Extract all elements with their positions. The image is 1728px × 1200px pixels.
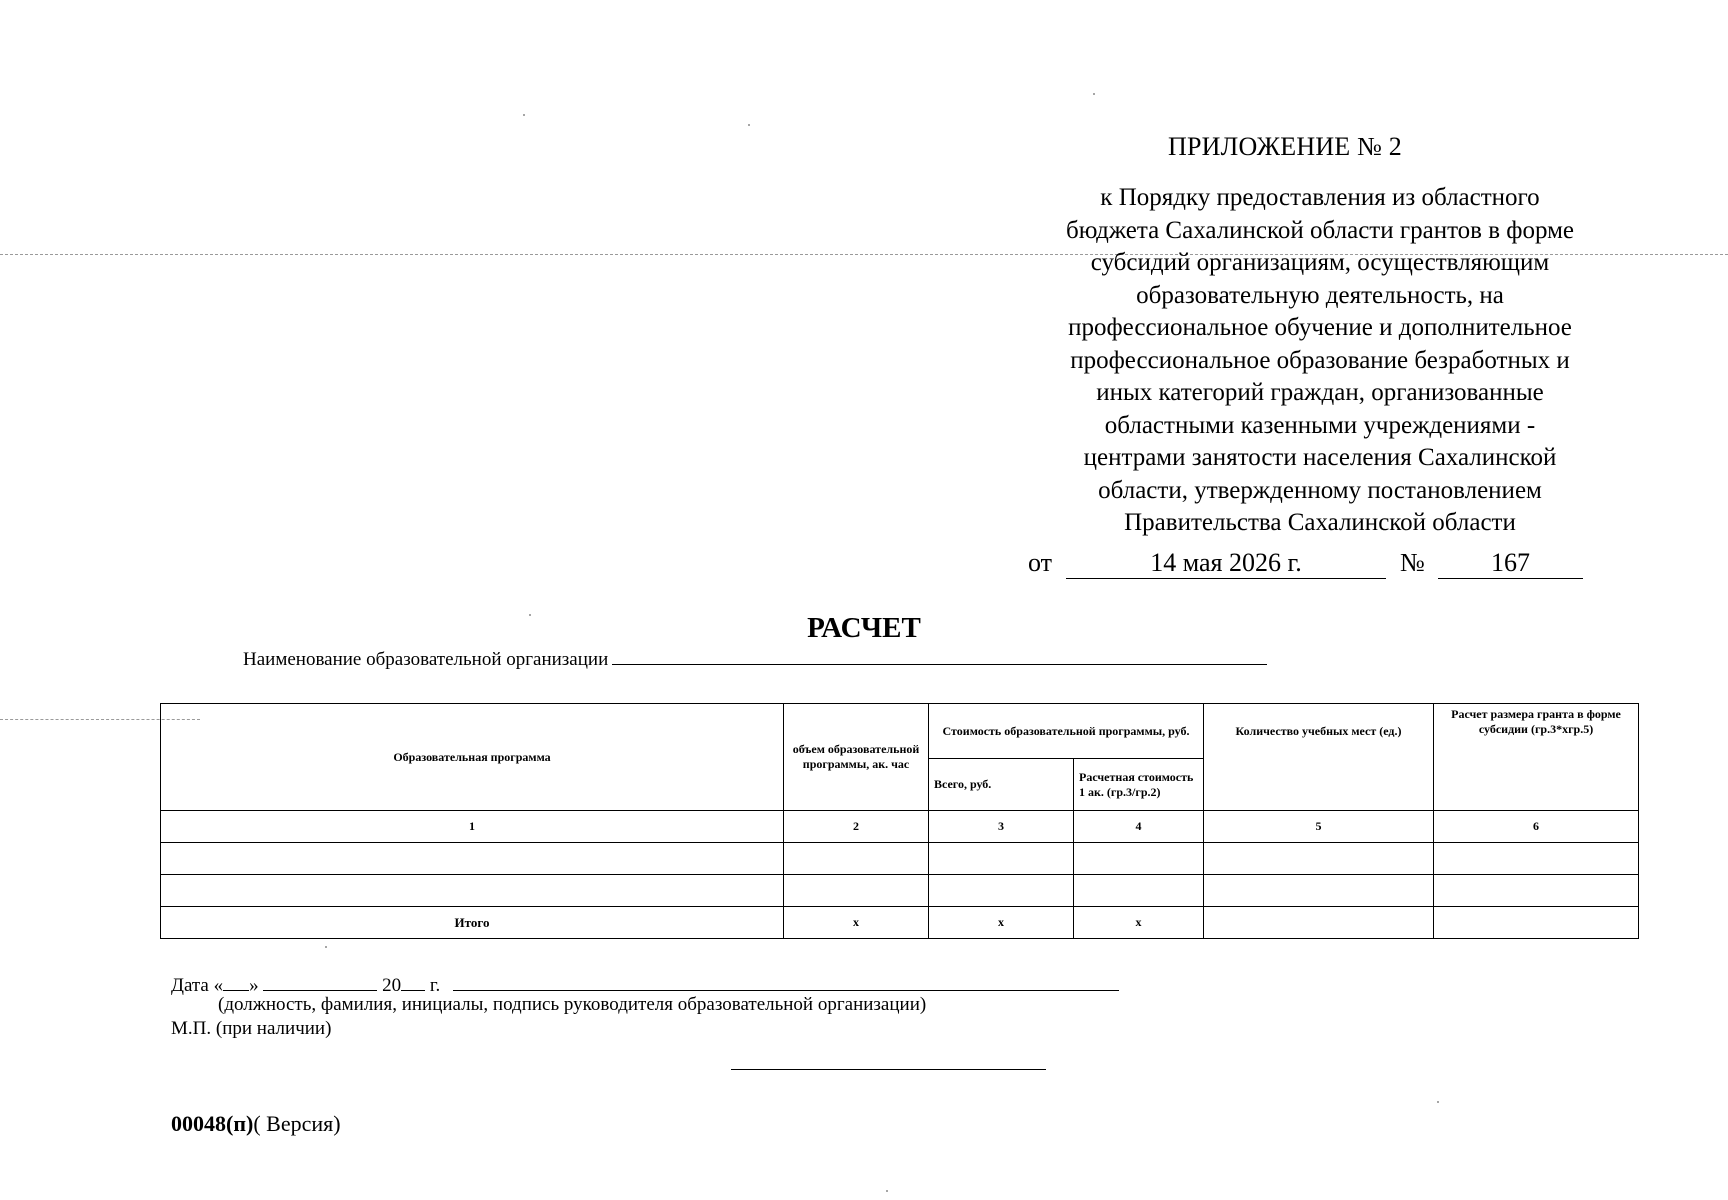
total-cell: x (784, 907, 929, 939)
calculation-table (160, 703, 1639, 939)
decree-date: 14 мая 2026 г. (1066, 548, 1386, 579)
table-cell[interactable] (161, 875, 784, 907)
appendix-line: области, утвержденному постановлением (1098, 476, 1542, 504)
column-number: 4 (1074, 811, 1204, 843)
column-number: 5 (1204, 811, 1434, 843)
appendix-line: образовательную деятельность, на (1136, 281, 1504, 309)
decree-number: 167 (1438, 548, 1583, 579)
table-cell[interactable] (161, 843, 784, 875)
date-year-prefix: 20 (382, 975, 402, 996)
date-year-suffix: г. (429, 975, 441, 996)
appendix-description (1010, 182, 1630, 540)
signature-caption: (должность, фамилия, инициалы, подпись руководителя образовательной организации) (218, 994, 927, 1015)
table-header-row (161, 704, 1639, 759)
total-cell[interactable] (1434, 907, 1639, 939)
scan-speck (1437, 1101, 1439, 1103)
table-cell[interactable] (1074, 875, 1204, 907)
column-number: 3 (929, 811, 1074, 843)
column-number: 2 (784, 811, 929, 843)
header-program: Образовательная программа (161, 704, 784, 811)
total-cell: x (929, 907, 1074, 939)
date-day-blank[interactable] (223, 972, 249, 991)
table-cell[interactable] (1434, 843, 1639, 875)
appendix-line: профессиональное образование безработных и (1070, 346, 1570, 374)
signature-blank[interactable] (453, 972, 1119, 991)
document-code: 00048(п) (171, 1111, 254, 1136)
total-cell: x (1074, 907, 1204, 939)
scan-speck (523, 114, 525, 116)
table-cell[interactable] (1074, 843, 1204, 875)
table-cell[interactable] (929, 843, 1074, 875)
header-cost-total: Всего, руб. (929, 759, 1074, 811)
appendix-line: к Порядку предоставления из областного (1100, 184, 1540, 211)
header-places: Количество учебных мест (ед.) (1204, 704, 1434, 811)
appendix-line: Правительства Сахалинской области (1124, 509, 1516, 536)
table-row (161, 843, 1639, 875)
table-cell[interactable] (1434, 875, 1639, 907)
stamp-label: М.П. (при наличии) (171, 1018, 332, 1039)
version-label: ( Версия) (253, 1111, 341, 1136)
document-title: РАСЧЕТ (807, 612, 921, 644)
appendix-line: областными казенными учреждениями - (1104, 411, 1536, 439)
total-row (161, 907, 1639, 939)
header-volume: объем образовательной программы, ак. час (784, 704, 929, 811)
decree-number-label: № (1400, 548, 1425, 577)
header-grant: Расчет размера гранта в форме субсидии (гр.3*хгр.5) (1434, 704, 1639, 811)
table-row (161, 875, 1639, 907)
column-number: 6 (1434, 811, 1639, 843)
organization-name-field (243, 646, 1267, 671)
appendix-line: центрами занятости населения Сахалинской (1083, 444, 1557, 471)
table-cell[interactable] (1204, 843, 1434, 875)
total-label: Итого (161, 907, 784, 939)
column-number-row (161, 811, 1639, 843)
table-cell[interactable] (784, 875, 929, 907)
appendix-line: бюджета Сахалинской области грантов в форме (1065, 216, 1575, 244)
date-label: Дата « (171, 975, 224, 996)
appendix-line: субсидий организациям, осуществляющим (1090, 249, 1550, 276)
organization-name-label: Наименование образовательной организации (243, 649, 609, 670)
column-number: 1 (161, 811, 784, 843)
date-year-blank[interactable] (401, 972, 425, 991)
total-cell[interactable] (1204, 907, 1434, 939)
decree-from-label: от (1028, 548, 1053, 577)
date-quote-close: » (249, 975, 259, 996)
header-cost-group: Стоимость образовательной программы, руб. (929, 704, 1204, 759)
appendix-line: профессиональное обучение и дополнительное (1068, 314, 1572, 341)
header-cost-unit: Расчетная стоимость 1 ак. (гр.3/гр.2) (1074, 759, 1204, 811)
table-cell[interactable] (784, 843, 929, 875)
organization-name-blank[interactable] (612, 646, 1267, 665)
appendix-line: иных категорий граждан, организованные (1096, 379, 1544, 406)
table-cell[interactable] (929, 875, 1074, 907)
divider-line (731, 1069, 1046, 1070)
decree-reference (1028, 548, 1588, 582)
table-cell[interactable] (1204, 875, 1434, 907)
scan-speck (886, 1190, 888, 1192)
document-version (171, 1111, 341, 1137)
date-month-blank[interactable] (263, 972, 377, 991)
scan-speck (325, 946, 327, 948)
scan-speck (1093, 93, 1095, 95)
scan-speck (748, 124, 750, 126)
appendix-title: ПРИЛОЖЕНИЕ № 2 (1168, 132, 1402, 161)
